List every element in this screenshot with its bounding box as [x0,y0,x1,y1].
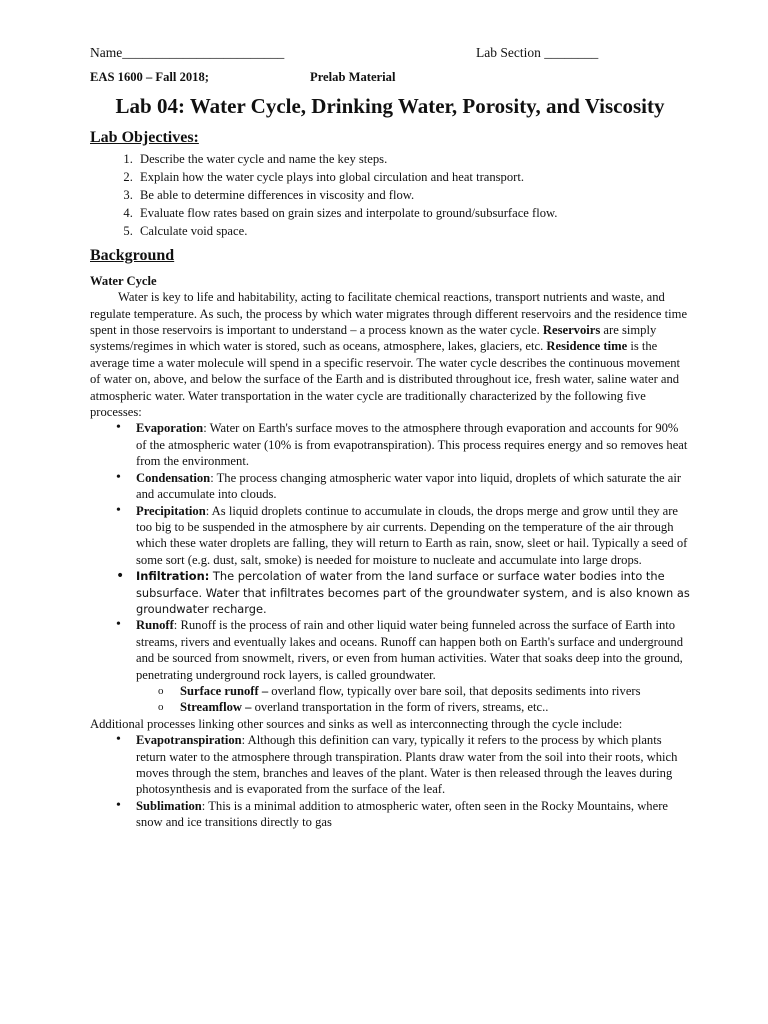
material-label: Prelab Material [310,70,396,84]
process-text: : The process changing atmospheric water vapor into liquid, droplets of which saturate the air and accumulate into clouds. [136,470,682,502]
process-text: : Runoff is the process of rain and other liquid water being funneled across the surface of Earth into streams, rivers and eventually lakes and oceans. Runoff can happen both on Earth's surface and underground and be sourced from snowmelt, rivers, or even from human activities. Water that soaks deep into the ground, penetrating underground rock layers, is called groundwater. [136,618,684,682]
runoff-sub-item [180,699,690,715]
lab-section-field: Lab Section ________ [476,45,599,60]
process-item-precipitation [136,503,690,569]
background-heading: Background [90,247,175,265]
intro-text-2: are simply systems/regimes in which water is stored, such as oceans, atmosphere, lakes, glaciers, etc. [90,323,657,354]
process-item-sublimation [136,798,690,831]
runoff-sub-term: Surface runoff – [180,683,269,698]
process-term: Condensation [136,470,211,485]
objective-item: 3. Be able to determine differences in viscosity and flow. [136,186,690,204]
intro-paragraph [90,289,690,420]
intro-text-1: Water is key to life and habitability, acting to facilitate chemical reactions, transport nutrients and waste, and regulate temperature. As such, the process by which water migrates through different reservoirs and the residence time spent in those reservoirs is important to understand – a process known as the water cycle. [90,290,688,338]
additional-intro: Additional processes linking other sources and sinks as well as interconnecting through the cycle include: [90,716,623,731]
runoff-sublist [136,683,690,716]
process-term: Sublimation [136,798,202,813]
document-page [90,45,690,831]
runoff-sub-text: overland flow, typically over bare soil, that deposits sediments into rivers [268,683,641,698]
processes-list [90,420,690,715]
objectives-list [90,150,690,240]
page-title: Lab 04: Water Cycle, Drinking Water, Porosity, and Viscosity [115,94,665,118]
residence-time-term: Residence time [546,339,628,354]
additional-processes-list [90,732,690,830]
objective-item: 2. Explain how the water cycle plays into global circulation and heat transport. [136,168,690,186]
runoff-sub-text: overland transportation in the form of rivers, streams, etc.. [251,700,549,715]
process-item-runoff [136,617,690,715]
objective-item: 5. Calculate void space. [136,222,690,240]
objectives-heading: Lab Objectives: [90,129,199,146]
process-item-evapotranspiration [136,732,690,798]
reservoirs-term: Reservoirs [542,323,601,338]
process-term: Infiltration: [136,569,210,584]
water-cycle-subheading: Water Cycle [90,273,157,288]
process-term: Runoff [136,618,174,633]
process-text: : As liquid droplets continue to accumulate in clouds, the drops merge and grow until they are too big to be suspended in the atmosphere by air currents. Depending on the temperature of the air through which these water droplets are falling, they will return to Earth as rain, snow, sleet or hail. Typically a seed of some sort (e.g. dust, salt, smoke) is needed for moisture to nucleate and accumulate into large drops. [136,503,688,567]
process-term: Evapotranspiration [136,733,242,748]
objective-item: 4. Evaluate flow rates based on grain sizes and interpolate to ground/subsurface flow. [136,204,690,222]
process-item-condensation [136,470,690,503]
process-item-evaporation [136,420,690,469]
process-text: : Although this definition can vary, typically it refers to the process by which plants return water to the atmosphere through transpiration. Plants draw water from the soil into their roots, which moves through the stem, branches and leaves of the plant. Water is then released through the leaves during photosynthesis and is evaporated from the surface of the leaf. [136,733,678,797]
process-text: : This is a minimal addition to atmospheric water, often seen in the Rocky Mountains, where snow and ice transitions directly to gas [136,798,668,830]
process-term: Evaporation [136,421,204,436]
runoff-sub-item [180,683,690,699]
name-field: Name________________________ [90,45,285,60]
objective-item: 1. Describe the water cycle and name the key steps. [136,150,690,168]
course-row [90,69,690,89]
intro-text-3: is the average time a water molecule will spend in a specific reservoir. The water cycle describes the continuous movement of water on, above, and below the surface of the Earth and is distributed throughout ice, fresh water, saline water and atmospheric water. Water transportation in the water cycle are traditionally characterized by the following five processes: [90,339,681,420]
course-label: EAS 1600 – Fall 2018; [90,70,209,84]
process-item-infiltration [136,568,690,617]
process-term: Precipitation [136,503,206,518]
process-text: The percolation of water from the land surface or surface water bodies into the subsurface. Water that infiltrates becomes part of the groundwater system, and is also known as groundwater recharge. [136,569,690,616]
header-row [90,45,690,63]
process-text: : Water on Earth's surface moves to the atmosphere through evaporation and accounts for 90% of the atmospheric water (10% is from evapotranspiration). This process requires energy and so removes heat from the environment. [136,421,688,469]
runoff-sub-term: Streamflow – [180,700,252,715]
